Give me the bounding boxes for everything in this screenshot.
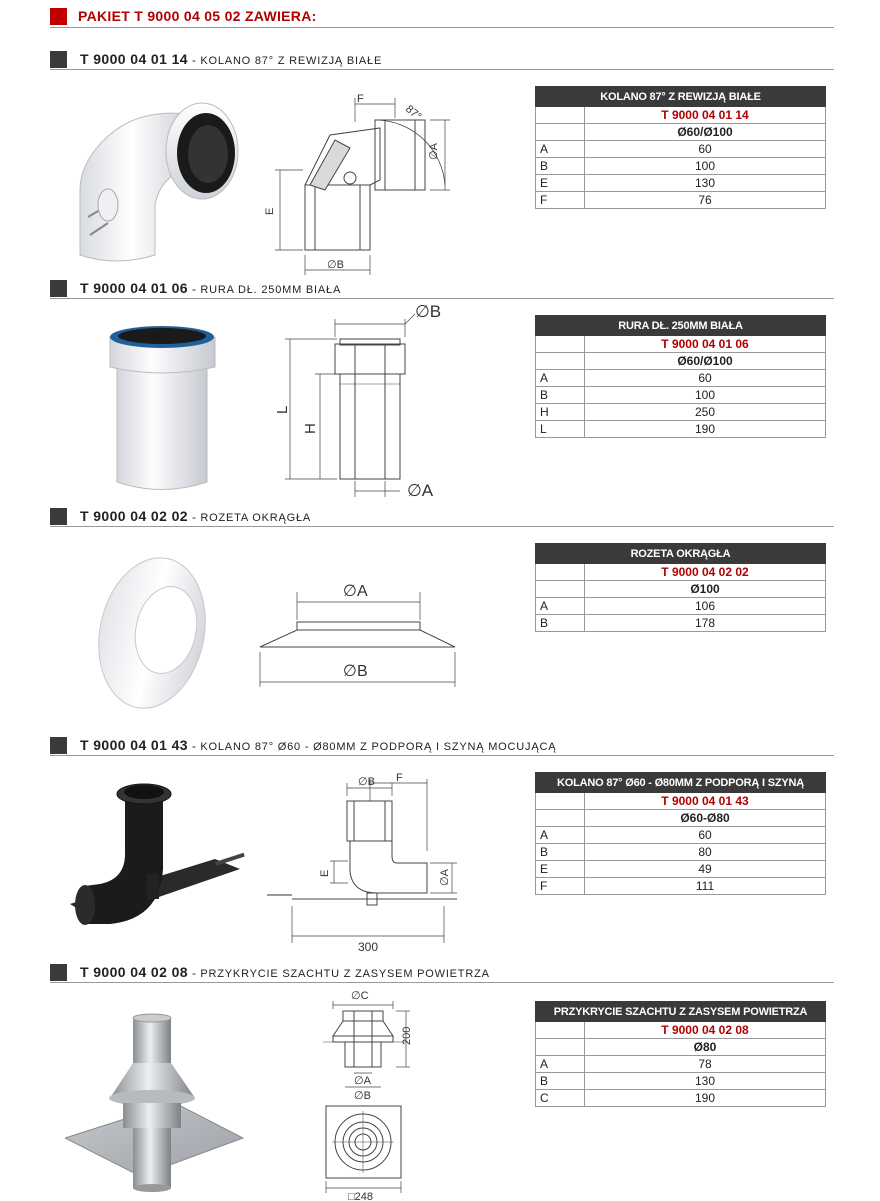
spec-table-title: KOLANO 87° Ø60 - Ø80MM Z PODPORĄ I SZYNĄ	[536, 773, 826, 793]
dim-label-c: ∅C	[351, 990, 369, 1002]
spec-table	[535, 86, 826, 209]
dim-label-a: ∅A	[439, 869, 451, 886]
red-square-bullet	[50, 8, 67, 25]
dim-label-square: □248	[348, 1191, 373, 1201]
spec-table-code: T 9000 04 02 02	[585, 564, 826, 581]
dim-label-e: E	[319, 869, 331, 877]
product-description: PRZYKRYCIE SZACHTU Z ZASYSEM POWIETRZA	[200, 968, 490, 980]
spec-row: B 130	[536, 1073, 826, 1090]
spec-table-title: PRZYKRYCIE SZACHTU Z ZASYSEM POWIETRZA	[536, 1002, 826, 1022]
section-header: T 9000 04 02 02 - ROZETA OKRĄGŁA	[50, 507, 834, 527]
pipe-technical-drawing	[265, 299, 450, 499]
spec-table-title: KOLANO 87° Z REWIZJĄ BIAŁE	[536, 87, 826, 107]
spec-table-diameter: Ø60-Ø80	[585, 810, 826, 827]
dim-label-height: 200	[401, 1026, 413, 1045]
dim-label-b: ∅B	[415, 302, 442, 321]
spec-table-title: RURA DŁ. 250MM BIAŁA	[536, 316, 826, 336]
product-code: T 9000 04 02 02	[80, 508, 188, 524]
section-bullet	[50, 280, 67, 297]
spec-row: A 60	[536, 827, 826, 844]
spec-row: E 130	[536, 175, 826, 192]
dim-label-b: ∅B	[343, 663, 368, 680]
section-header: T 9000 04 01 14 - KOLANO 87° Z REWIZJĄ BIAŁE	[50, 50, 834, 70]
spec-row: A 60	[536, 370, 826, 387]
spec-row: B 178	[536, 615, 826, 632]
section-bullet	[50, 964, 67, 981]
pipe-photo	[105, 317, 220, 497]
dim-label-a: ∅A	[343, 583, 368, 600]
rosette-photo	[90, 555, 220, 710]
section-bullet	[50, 51, 67, 68]
dim-label-length: 300	[358, 940, 379, 951]
spec-row: F 76	[536, 192, 826, 209]
dim-label-b: ∅B	[354, 1090, 371, 1102]
product-description: RURA DŁ. 250MM BIAŁA	[200, 284, 342, 296]
spec-table-diameter: Ø80	[585, 1039, 826, 1056]
dim-label-f: F	[357, 93, 364, 105]
spec-row: H 250	[536, 404, 826, 421]
product-code: T 9000 04 01 06	[80, 280, 188, 296]
dim-label-e: E	[264, 207, 276, 215]
spec-row: E 49	[536, 861, 826, 878]
product-code: T 9000 04 01 43	[80, 737, 188, 753]
spec-table-code: T 9000 04 02 08	[585, 1022, 826, 1039]
product-code: T 9000 04 02 08	[80, 964, 188, 980]
dim-label-a: ∅A	[428, 143, 440, 160]
elbow-technical-drawing	[255, 90, 460, 280]
black-elbow-photo	[65, 774, 245, 934]
dim-label-a: ∅A	[354, 1075, 371, 1087]
shaft-cover-technical-drawing	[318, 981, 418, 1201]
product-description: ROZETA OKRĄGŁA	[200, 512, 312, 524]
section-bullet	[50, 737, 67, 754]
dim-label-b: ∅B	[327, 259, 344, 271]
product-description: KOLANO 87° Ø60 - Ø80MM Z PODPORĄ I SZYNĄ MOCUJĄCĄ	[200, 741, 557, 753]
spec-table-diameter: Ø60/Ø100	[585, 124, 826, 141]
dim-label-h: H	[302, 423, 319, 434]
spec-row: L 190	[536, 421, 826, 438]
product-description: KOLANO 87° Z REWIZJĄ BIAŁE	[200, 55, 383, 67]
page-title: PAKIET T 9000 04 05 02 ZAWIERA:	[78, 8, 317, 24]
spec-row: B 100	[536, 158, 826, 175]
elbow-photo	[70, 95, 245, 265]
spec-row: A 60	[536, 141, 826, 158]
section-bullet	[50, 508, 67, 525]
spec-table-code: T 9000 04 01 43	[585, 793, 826, 810]
spec-row: A 106	[536, 598, 826, 615]
dim-label-b: ∅B	[358, 776, 375, 788]
dim-label-a: ∅A	[407, 481, 434, 499]
main-header	[50, 5, 834, 28]
spec-table-code: T 9000 04 01 14	[585, 107, 826, 124]
dim-label-angle: 87°	[403, 103, 424, 123]
product-code: T 9000 04 01 14	[80, 51, 188, 67]
spec-row: B 100	[536, 387, 826, 404]
rosette-technical-drawing	[255, 572, 470, 692]
section-header: T 9000 04 02 08 - PRZYKRYCIE SZACHTU Z ZASYSEM POWIETRZA	[50, 963, 834, 983]
spec-row: A 78	[536, 1056, 826, 1073]
spec-table	[535, 772, 826, 895]
spec-table-diameter: Ø60/Ø100	[585, 353, 826, 370]
shaft-cover-photo	[65, 1008, 245, 1193]
spec-table-title: ROZETA OKRĄGŁA	[536, 544, 826, 564]
black-elbow-technical-drawing	[262, 771, 472, 951]
spec-row: F 111	[536, 878, 826, 895]
spec-table	[535, 315, 826, 438]
dim-label-f: F	[396, 772, 403, 784]
spec-row: C 190	[536, 1090, 826, 1107]
spec-table-code: T 9000 04 01 06	[585, 336, 826, 353]
spec-table	[535, 1001, 826, 1107]
spec-table	[535, 543, 826, 632]
spec-row: B 80	[536, 844, 826, 861]
section-header: T 9000 04 01 43 - KOLANO 87° Ø60 - Ø80MM Z PODPORĄ I SZYNĄ MOCUJĄCĄ	[50, 736, 834, 756]
section-header: T 9000 04 01 06 - RURA DŁ. 250MM BIAŁA	[50, 279, 834, 299]
dim-label-l: L	[274, 405, 291, 414]
spec-table-diameter: Ø100	[585, 581, 826, 598]
